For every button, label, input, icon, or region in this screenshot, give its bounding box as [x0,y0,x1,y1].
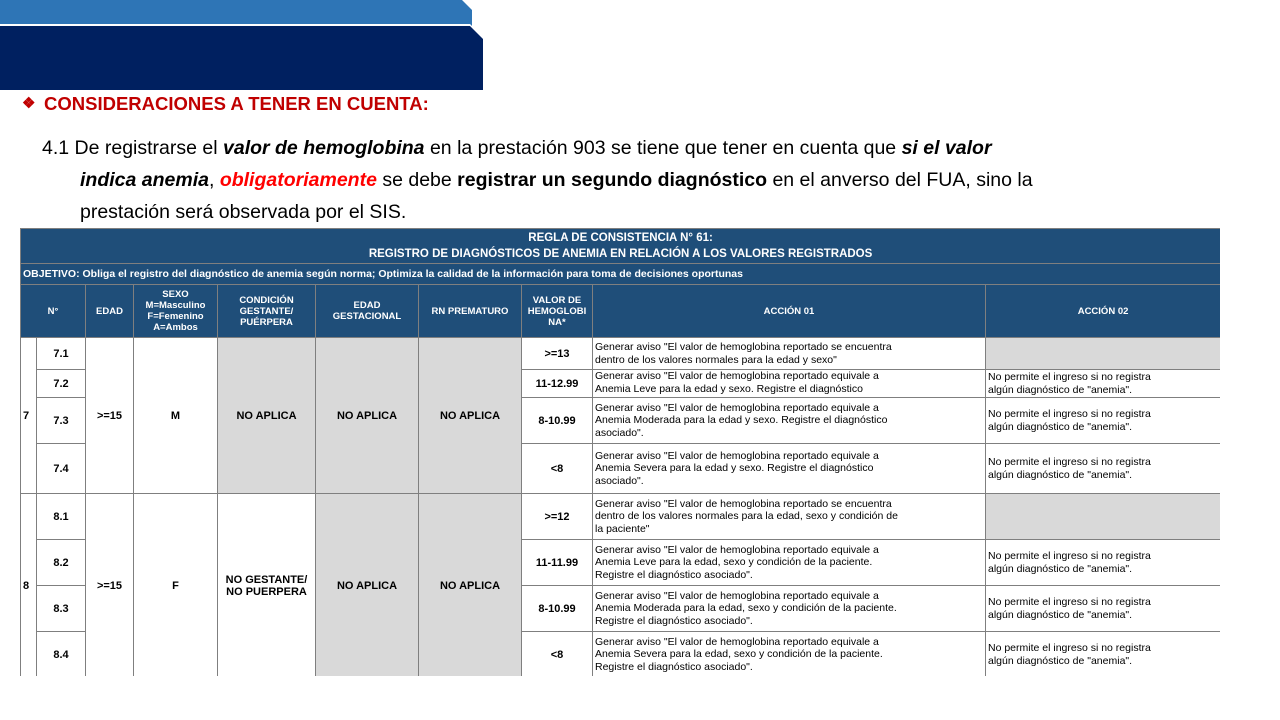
accion-01-line: Generar aviso "El valor de hemoglobina reportado equivale a [595,370,879,382]
accion-02-line: No permite el ingreso si no registra [988,456,1151,468]
edad-cell: >=15 [86,494,134,677]
group-id: 7 [21,338,37,494]
rn-prematuro-cell: NO APLICA [419,338,522,494]
accion-01-line: Anemia Moderada para la edad y sexo. Registre el diagnóstico [595,414,888,427]
accion-02-cell [986,586,1221,632]
accion-01-line: Anemia Leve para la edad, sexo y condición de la paciente. [595,556,873,569]
diamond-bullet-icon: ❖ [22,95,36,112]
accion-02-line: algún diagnóstico de "anemia". [988,654,1133,667]
col-header-vh-line: VALOR DE [532,294,582,306]
para-emphasis: si el valor [901,137,992,159]
col-header-condicion [218,285,316,338]
accion-02-line: algún diagnóstico de "anemia". [988,608,1133,621]
para-text: en la prestación 903 se tiene que tener en cuenta que [424,137,902,159]
table-title-line-1: REGLA DE CONSISTENCIA N° 61: [528,232,713,244]
consistency-rule-table [20,228,1220,676]
accion-01-line: Generar aviso "El valor de hemoglobina reportado equivale a [595,635,879,648]
condicion-line: NO GESTANTE/ [225,573,308,586]
condicion-line: NO PUERPERA [226,585,307,598]
section-heading-text: CONSIDERACIONES A TENER EN CUENTA: [44,93,429,114]
valor-cell: 11-11.99 [522,540,593,586]
accion-01-line: Registre el diagnóstico asociado". [595,660,753,673]
para-text: 4.1 De registrarse el [42,137,223,159]
edad-cell: >=15 [86,338,134,494]
accion-01-line: Anemia Severa para la edad, sexo y condición de la paciente. [595,648,883,661]
accion-02-line: algún diagnóstico de "anemia". [988,420,1133,433]
accion-01-line: Generar aviso "El valor de hemoglobina reportado equivale a [595,543,879,556]
table-row [21,494,1221,540]
accion-01-cell [593,338,986,370]
col-header-edad-gestacional [316,285,419,338]
row-number: 8.1 [37,494,86,540]
row-number: 7.3 [37,398,86,444]
row-number: 8.4 [37,632,86,677]
sexo-cell: F [134,494,218,677]
sexo-cell: M [134,338,218,494]
condicion-cell: NO APLICA [218,338,316,494]
accion-02-cell [986,338,1221,370]
col-header-vh-line: HEMOGLOBI [527,305,587,317]
accion-02-line: No permite el ingreso si no registra [988,371,1151,383]
condicion-cell [218,494,316,677]
para-text: se debe [376,169,458,191]
paragraph-line-1 [42,132,1232,164]
valor-cell: 8-10.99 [522,398,593,444]
col-header-accion-01: ACCIÓN 01 [593,285,986,338]
edad-gestacional-cell: NO APLICA [316,494,419,677]
row-number: 8.3 [37,586,86,632]
col-header-eg-line: EDAD [353,300,381,311]
banner-navy-block [0,26,483,90]
accion-01-line: Anemia Severa para la edad y sexo. Registre el diagnóstico [595,462,874,475]
rn-prematuro-cell: NO APLICA [419,494,522,677]
col-header-rn-prematuro: RN PREMATURO [419,285,522,338]
col-header-sexo-line: SEXO [162,289,189,300]
accion-01-line: Generar aviso "El valor de hemoglobina reportado se encuentra [595,341,892,353]
valor-cell: 11-12.99 [522,370,593,398]
accion-02-cell [986,540,1221,586]
accion-02-line: algún diagnóstico de "anemia". [988,562,1133,575]
col-header-condicion-line: GESTANTE/ [239,305,294,317]
accion-01-line: la paciente" [595,522,650,535]
table-title-line-2: REGISTRO DE DIAGNÓSTICOS DE ANEMIA EN RELACIÓN A LOS VALORES REGISTRADOS [368,248,873,260]
row-number: 8.2 [37,540,86,586]
accion-01-line: Generar aviso "El valor de hemoglobina reportado se encuentra [595,497,892,510]
col-header-sexo [134,285,218,338]
col-header-valor-hemoglobina [522,285,593,338]
edad-gestacional-cell: NO APLICA [316,338,419,494]
valor-cell: >=13 [522,338,593,370]
consideration-paragraph [42,132,1232,228]
accion-02-cell [986,444,1221,494]
accion-01-line: dentro de los valores normales para la edad, sexo y condición de [595,510,898,523]
para-text: en el anverso del FUA, sino la [767,169,1033,191]
accion-01-cell [593,444,986,494]
col-header-sexo-line: A=Ambos [153,322,198,333]
accion-01-line: asociado". [595,474,644,487]
accion-01-line: asociado". [595,426,644,439]
group-id: 8 [21,494,37,677]
para-text: , [208,169,220,191]
col-header-edad: EDAD [86,285,134,338]
paragraph-line-3: prestación será observada por el SIS. [80,201,407,223]
accion-02-cell [986,370,1221,398]
accion-01-line: Generar aviso "El valor de hemoglobina reportado equivale a [595,449,879,462]
header-banner [0,0,483,90]
col-header-sexo-line: M=Masculino [145,300,206,311]
col-header-eg-line: GESTACIONAL [332,311,402,322]
accion-02-line: algún diagnóstico de "anemia". [988,468,1133,481]
col-header-condicion-line: PUÉRPERA [240,316,293,328]
accion-02-cell [986,398,1221,444]
row-number: 7.1 [37,338,86,370]
accion-01-line: Registre el diagnóstico asociado". [595,614,753,627]
col-header-vh-line: NA* [548,316,566,328]
accion-01-line: Anemia Moderada para la edad, sexo y condición de la paciente. [595,602,897,615]
accion-01-line: Anemia Leve para la edad y sexo. Registre el diagnóstico [595,382,863,395]
para-bold: registrar un segundo diagnóstico [457,169,768,191]
valor-cell: <8 [522,632,593,677]
valor-cell: >=12 [522,494,593,540]
table-row [21,338,1221,370]
accion-01-line: Generar aviso "El valor de hemoglobina reportado equivale a [595,589,879,602]
row-number: 7.4 [37,444,86,494]
accion-01-cell [593,398,986,444]
accion-01-cell [593,632,986,677]
valor-cell: <8 [522,444,593,494]
accion-01-cell [593,586,986,632]
consistency-rule-table-wrap [20,228,1220,676]
col-header-sexo-line: F=Femenino [147,311,204,322]
accion-01-cell [593,540,986,586]
valor-cell: 8-10.99 [522,586,593,632]
accion-01-cell [593,370,986,398]
section-heading [22,92,429,116]
accion-02-line: No permite el ingreso si no registra [988,408,1151,420]
accion-02-line: No permite el ingreso si no registra [988,550,1151,562]
accion-01-cell [593,494,986,540]
accion-01-line: Registre el diagnóstico asociado". [595,568,753,581]
col-header-n: N° [21,285,86,338]
row-number: 7.2 [37,370,86,398]
accion-02-line: No permite el ingreso si no registra [988,642,1151,654]
para-emphasis: indica anemia [80,169,209,191]
accion-02-line: algún diagnóstico de "anemia". [988,383,1133,396]
para-emphasis-red: obligatoriamente [219,169,377,191]
accion-01-line: dentro de los valores normales para la edad y sexo" [595,353,837,366]
paragraph-line-2 [42,164,1232,196]
para-emphasis: valor de hemoglobina [223,137,425,159]
accion-02-cell [986,632,1221,677]
accion-02-cell [986,494,1221,540]
col-header-accion-02: ACCIÓN 02 [986,285,1221,338]
accion-02-line: No permite el ingreso si no registra [988,596,1151,608]
col-header-condicion-line: CONDICIÓN [239,294,294,306]
table-title [21,229,1221,264]
table-objective: OBJETIVO: Obliga el registro del diagnóstico de anemia según norma; Optimiza la calidad de la información para toma de decisiones oportunas [21,264,1221,285]
accion-01-line: Generar aviso "El valor de hemoglobina reportado equivale a [595,401,879,414]
